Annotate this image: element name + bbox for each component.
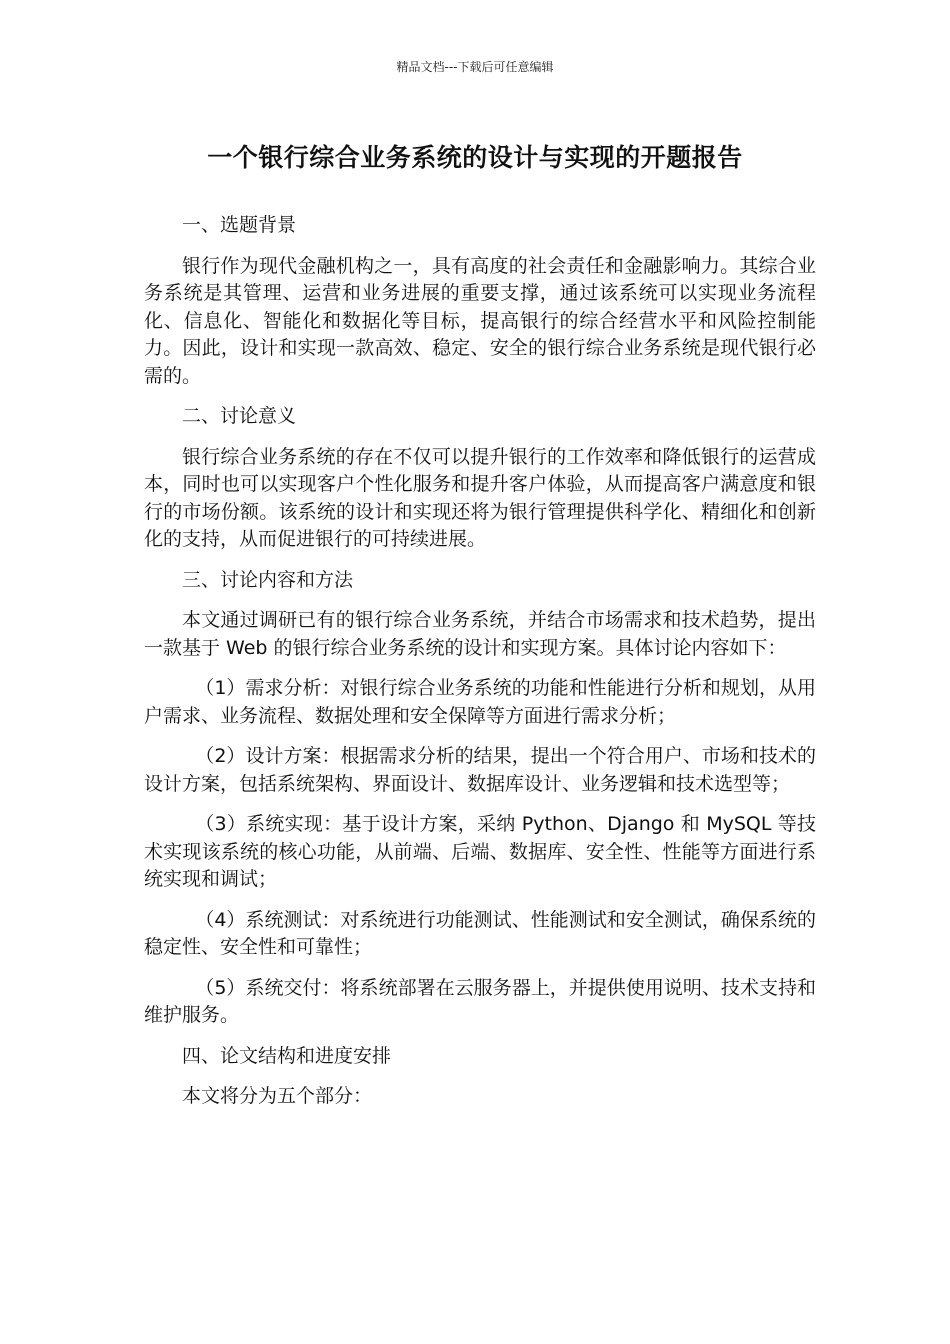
paragraph-significance: 银行综合业务系统的存在不仅可以提升银行的工作效率和降低银行的运营成本，同时也可以实现客户个性化服务和提升客户体验，从而提高客户满意度和银行的市场份额。该系统的设计和实现还将为银行管理提供科学化、精细化和创新化的支持，从而促进银行的可持续进展。 (144, 445, 816, 550)
document-title: 一个银行综合业务系统的设计与实现的开题报告 (207, 143, 743, 172)
list-item-requirements: （1）需求分析：对银行综合业务系统的功能和性能进行分析和规划，从用户需求、业务流程、数据处理和安全保障等方面进行需求分析； (144, 677, 816, 727)
list-item-implementation: （3）系统实现：基于设计方案，采纳 Python、Django 和 MySQL 等技术实现该系统的核心功能，从前端、后端、数据库、安全性、性能等方面进行系统实现和调试； (144, 813, 816, 890)
section-heading-significance: 二、讨论意义 (182, 405, 297, 427)
list-item-testing: （4）系统测试：对系统进行功能测试、性能测试和安全测试，确保系统的稳定性、安全性和可靠性； (144, 908, 816, 958)
paragraph-background: 银行作为现代金融机构之一，具有高度的社会责任和金融影响力。其综合业务系统是其管理、运营和业务进展的重要支撑，通过该系统可以实现业务流程化、信息化、智能化和数据化等目标，提高银行的综合经营水平和风险控制能力。因此，设计和实现一款高效、稳定、安全的银行综合业务系统是现代银行必需的。 (144, 254, 816, 387)
section-heading-content-methods: 三、讨论内容和方法 (182, 568, 354, 591)
list-item-delivery: （5）系统交付：将系统部署在云服务器上，并提供使用说明、技术支持和维护服务。 (144, 976, 816, 1026)
document-body (144, 212, 816, 1124)
paragraph-content-intro: 本文通过调研已有的银行综合业务系统，并结合市场需求和技术趋势，提出一款基于 Web 的银行综合业务系统的设计和实现方案。具体讨论内容如下： (144, 609, 816, 659)
list-item-design: （2）设计方案：根据需求分析的结果，提出一个符合用户、市场和技术的设计方案，包括系统架构、界面设计、数据库设计、业务逻辑和技术选型等； (144, 745, 816, 795)
section-heading-background: 一、选题背景 (182, 214, 297, 236)
paragraph-structure-intro: 本文将分为五个部分： (182, 1085, 373, 1107)
page-header-note: 精品文档---下载后可任意编辑 (396, 60, 554, 74)
section-heading-structure-schedule: 四、论文结构和进度安排 (182, 1044, 392, 1067)
